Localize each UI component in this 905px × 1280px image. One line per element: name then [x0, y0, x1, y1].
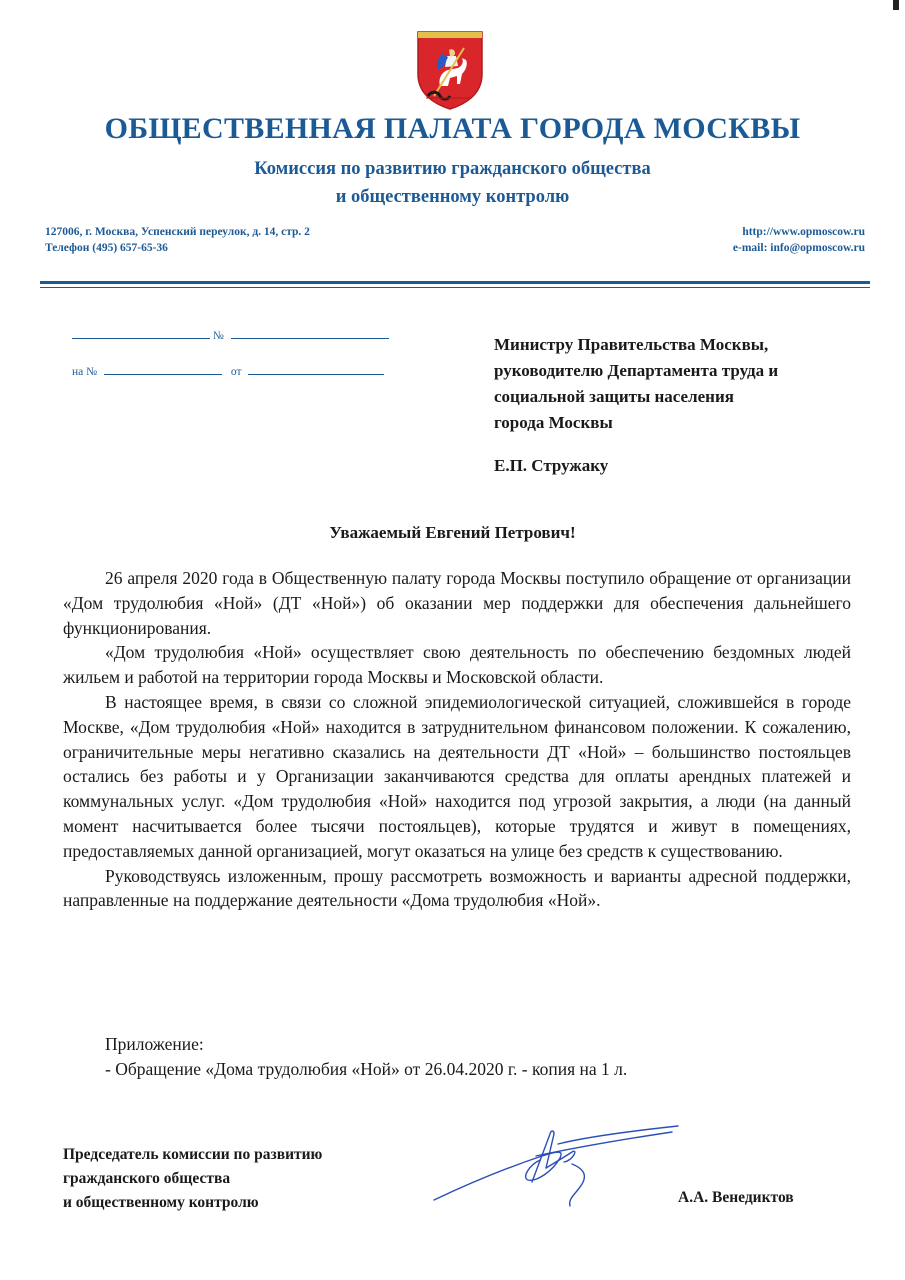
addressee-block — [494, 332, 778, 436]
header-divider-thick — [40, 281, 870, 284]
addressee-line-2: руководителю Департамента труда и — [494, 361, 779, 380]
number-sign: № — [212, 330, 224, 342]
addressee-line-4: города Москвы — [494, 413, 613, 432]
addressee-line-3: социальной защиты населения — [494, 387, 734, 406]
handwritten-signature-icon — [432, 1122, 682, 1214]
addressee-name: Е.П. Стружаку — [494, 456, 609, 475]
website-link[interactable]: http://www.opmoscow.ru — [742, 226, 865, 238]
date-blank — [72, 326, 210, 339]
appendix-block — [105, 1032, 627, 1082]
signer-title-line-2: гражданского общества — [63, 1170, 231, 1187]
email-link[interactable]: e-mail: info@opmoscow.ru — [732, 242, 865, 254]
header-divider-thin — [40, 287, 870, 288]
commission-line-1: Комиссия по развитию гражданского общества — [254, 159, 651, 179]
organization-title: ОБЩЕСТВЕННАЯ ПАЛАТА ГОРОДА МОСКВЫ — [104, 112, 801, 145]
letter-body — [63, 566, 851, 913]
signer-title-line-3: и общественному контролю — [63, 1194, 259, 1211]
signer-name: А.А. Венедиктов — [678, 1189, 794, 1206]
appendix-item: - Обращение «Дома трудолюбия «Ной» от 26.04.2020 г. - копия на 1 л. — [105, 1058, 628, 1079]
postal-address: 127006, г. Москва, Успенский переулок, д. 14, стр. 2 — [45, 226, 310, 238]
paragraph-4: Руководствуясь изложенным, прошу рассмотреть возможность и варианты адресной поддержки, направленные на поддержание деятельности «Дома трудолюбия «Ной». — [63, 865, 851, 911]
phone-number: Телефон (495) 657-65-36 — [45, 242, 168, 254]
moscow-coat-of-arms-icon — [414, 30, 486, 110]
reference-number-blank — [104, 362, 222, 375]
paragraph-3: В настоящее время, в связи со сложной эпидемиологической ситуацией, сложившейся в городе Москве, «Дом трудолюбия «Ной» находится в затруднительном финансовом положении. К сожалению, ограничительные меры негативно сказались на деятельности ДТ «Ной» – большинство постояльцев остались без работы и у Организации заканчиваются средства для оплаты арендных платежей и коммунальных услуг. «Дом трудолюбия «Ной» находится под угрозой закрытия, а люди (на данный момент насчитывается более тысячи постояльцев), которые трудятся и живут в помещениях, предоставляемых данной организацией, могут оказаться на улице без средств к существованию. — [63, 691, 851, 861]
outgoing-number-row — [72, 326, 389, 342]
from-label: от — [230, 366, 242, 378]
number-blank — [231, 326, 389, 339]
appendix-label: Приложение: — [105, 1034, 204, 1054]
contacts-right — [733, 224, 865, 256]
on-number-label: на № — [72, 366, 98, 378]
reference-date-blank — [248, 362, 384, 375]
salutation: Уважаемый Евгений Петрович! — [329, 523, 576, 542]
signer-title-line-1: Председатель комиссии по развитию — [63, 1146, 323, 1163]
signer-title — [63, 1143, 322, 1215]
paragraph-1: 26 апреля 2020 года в Общественную палату города Москвы поступило обращение от организации «Дом трудолюбия «Ной» (ДТ «Ной») об оказании мер поддержки для обеспечения дальнейшего функционирования. — [63, 568, 851, 638]
contacts-left — [45, 224, 310, 256]
reference-number-row — [72, 362, 384, 378]
commission-name — [0, 155, 905, 211]
scan-corner-mark — [893, 0, 899, 10]
addressee-line-1: Министру Правительства Москвы, — [494, 335, 769, 354]
commission-line-2: и общественному контролю — [335, 187, 570, 207]
paragraph-2: «Дом трудолюбия «Ной» осуществляет свою деятельность по обеспечению бездомных людей жильем и работой на территории города Москвы и Московской области. — [63, 642, 851, 688]
